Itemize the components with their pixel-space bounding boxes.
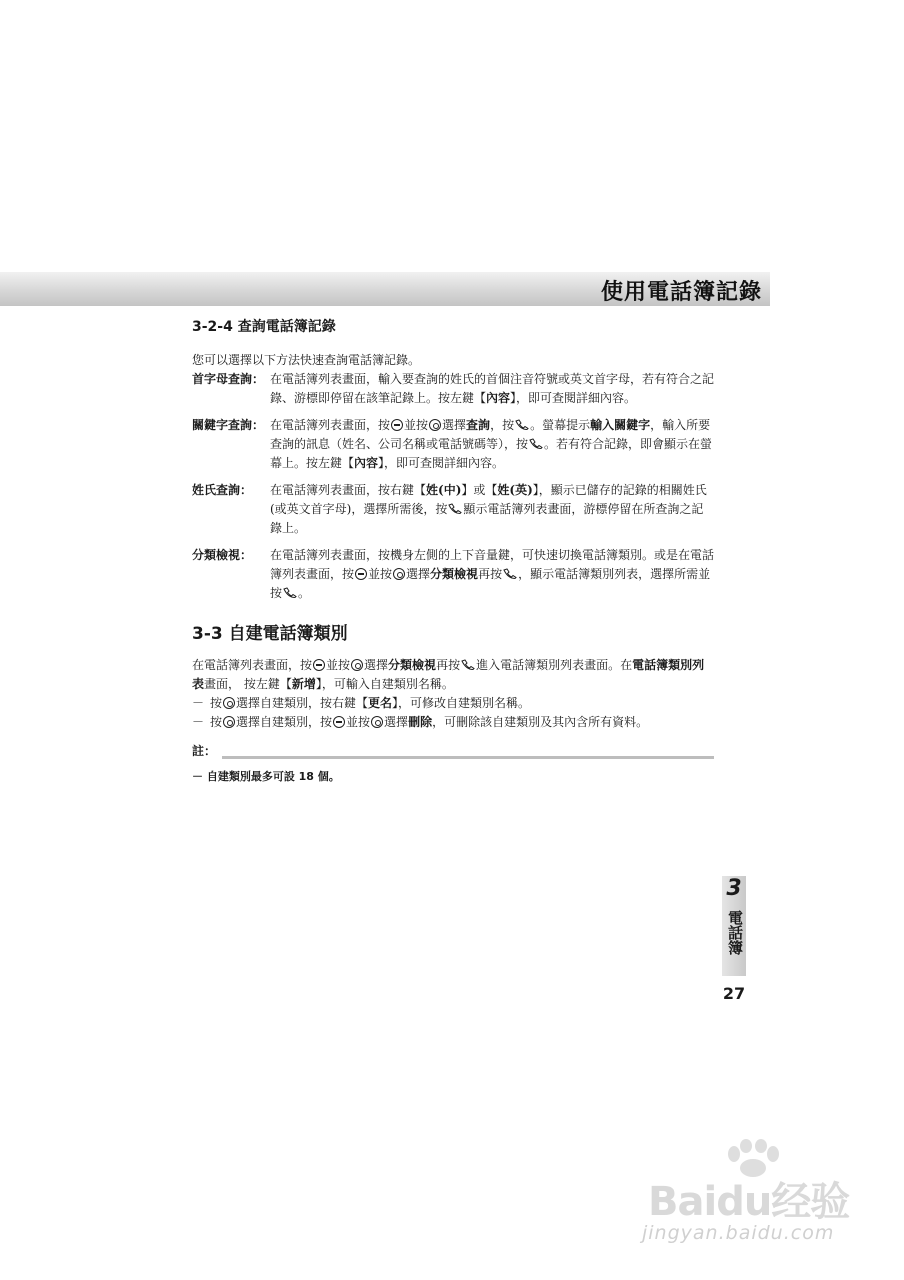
call-key-icon <box>448 503 462 514</box>
method-description: 在電話簿列表畫面，按右鍵【姓(中)】或【姓(英)】，顯示已儲存的記錄的相關姓氏(或英文首字母)，選擇所需後，按 顯示電話簿列表畫面，游標停留在所查詢之記錄上。 <box>270 483 707 535</box>
nav-key-icon <box>393 568 405 580</box>
header-band <box>0 272 770 306</box>
chapter-number: 3 <box>726 876 742 901</box>
method-term: 分類檢視： <box>192 548 253 562</box>
nav-key-icon <box>371 716 383 728</box>
nav-key-icon <box>223 716 235 728</box>
nav-key-icon <box>223 697 235 709</box>
method-category-view <box>192 546 714 603</box>
minus-key-icon <box>391 419 403 431</box>
method-description: 在電話簿列表畫面，輸入要查詢的姓氏的首個注音符號或英文首字母，若有符合之記錄、游標即停留在該筆記錄上。按左鍵【內容】，即可查閱詳細內容。 <box>270 372 715 405</box>
page-header-title: 使用電話簿記錄 <box>600 280 762 305</box>
call-key-icon <box>515 419 529 430</box>
minus-key-icon <box>313 659 325 671</box>
bullet-dash: － <box>192 715 205 729</box>
method-description: 在電話簿列表畫面，按 並按 選擇查詢，按 。螢幕提示輸入關鍵字，輸入所要查詢的訊息（姓名、公司名稱或電話號碼等），按 。若有符合記錄，即會顯示在螢幕上。按左鍵【內容】，即可查閱詳細內容。 <box>270 418 713 470</box>
minus-key-icon <box>333 716 345 728</box>
bullet-text: 按 選擇自建類別，按 並按 選擇刪除，可刪除該自建類別及其內含所有資料。 <box>210 715 649 729</box>
method-description: 在電話簿列表畫面，按機身左側的上下音量鍵，可快速切換電話簿類別。或是在電話簿列表畫面，按 並按 選擇分類檢視再按 ，顯示電話簿類別列表，選擇所需並按 。 <box>270 548 715 600</box>
method-initial-letter <box>192 370 714 408</box>
call-key-icon <box>503 568 517 579</box>
note-label: 註： <box>192 744 217 758</box>
section-title: 3-3 自建電話簿類別 <box>192 624 348 644</box>
chapter-side-tab <box>722 876 746 976</box>
section-paragraph: 在電話簿列表畫面，按 並按 選擇分類檢視再按 進入電話簿類別列表畫面。在電話簿類別列表畫面， 按左鍵【新增】，可輸入自建類別名稱。 <box>192 658 705 691</box>
call-key-icon <box>461 659 475 670</box>
subsection-title: 3-2-4 查詢電話簿記錄 <box>192 319 336 335</box>
minus-key-icon <box>355 568 367 580</box>
bullet-text: 按 選擇自建類別，按右鍵【更名】，可修改自建類別名稱。 <box>210 696 531 710</box>
watermark-url: jingyan.baidu.com <box>642 1222 835 1244</box>
method-surname <box>192 481 714 538</box>
nav-key-icon <box>429 419 441 431</box>
note-divider <box>222 756 714 759</box>
method-term: 首字母查詢： <box>192 372 265 386</box>
page-number: 27 <box>722 984 746 1003</box>
baidu-watermark <box>612 1138 892 1268</box>
intro-text: 您可以選擇以下方法快速查詢電話簿記錄。 <box>192 353 421 367</box>
note-header <box>192 742 714 761</box>
call-key-icon <box>283 587 297 598</box>
method-keyword <box>192 416 714 473</box>
watermark-logo: Baidu经验 <box>648 1179 850 1225</box>
main-content <box>192 318 714 786</box>
bullet-dash: － <box>192 696 205 710</box>
bullet-rename <box>192 694 714 713</box>
note-item: － 自建類別最多可設 18 個。 <box>192 770 340 783</box>
call-key-icon <box>529 438 543 449</box>
bullet-delete <box>192 713 714 732</box>
chapter-label: 電話簿 <box>726 910 744 955</box>
method-term: 姓氏查詢： <box>192 483 253 497</box>
nav-key-icon <box>351 659 363 671</box>
method-term: 關鍵字查詢： <box>192 418 265 432</box>
